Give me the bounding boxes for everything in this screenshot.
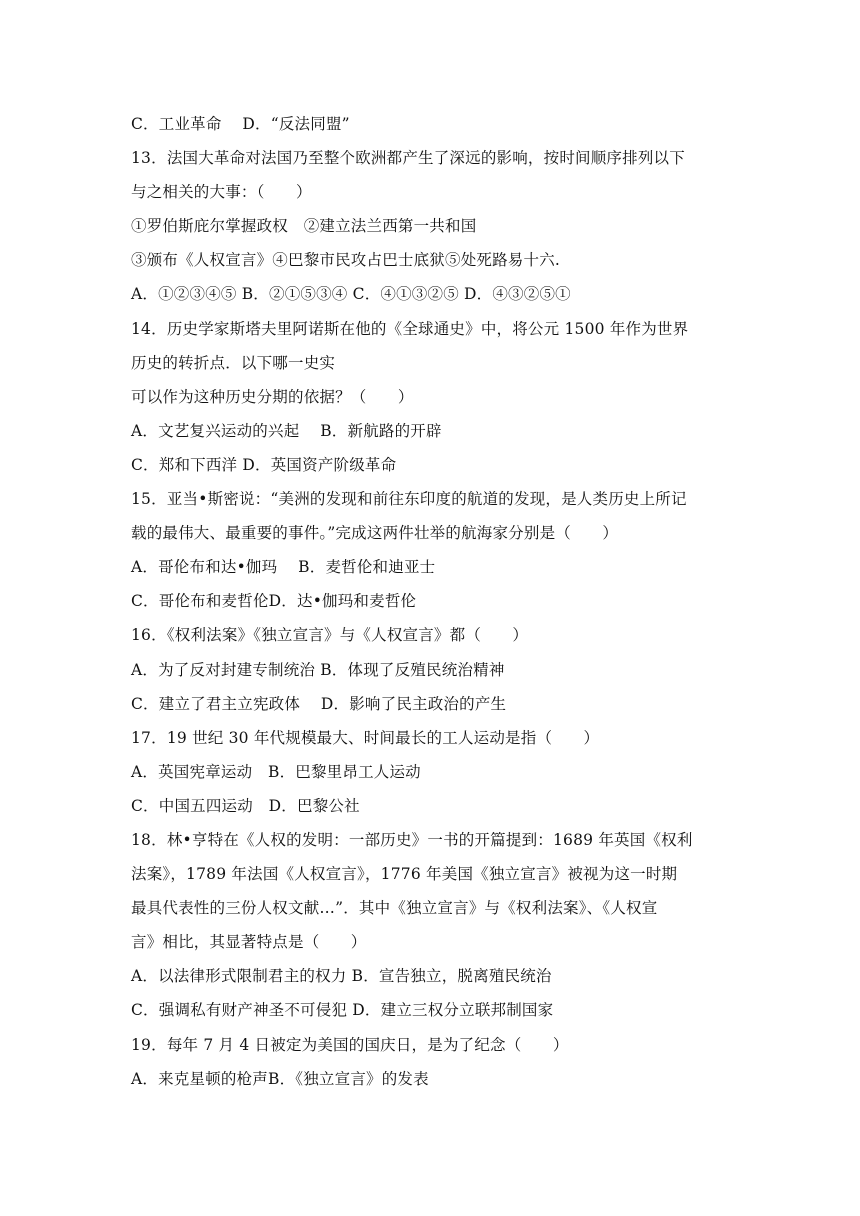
text-line: 与之相关的大事：（ ） <box>131 183 312 202</box>
text-line: A．为了反对封建专制统治 B．体现了反殖民统治精神 <box>131 660 505 679</box>
text-line: 最具代表性的三份人权文献…”．其中《独立宣言》与《权利法案》、《人权宣 <box>131 899 658 918</box>
text-line: A．英国宪章运动 B．巴黎里昂工人运动 <box>131 762 421 781</box>
text-line: C．建立了君主立宪政体 D．影响了民主政治的产生 <box>131 694 507 713</box>
text-line: ①罗伯斯庇尔掌握政权 ②建立法兰西第一共和国 <box>131 217 477 236</box>
text-line: 13．法国大革命对法国乃至整个欧洲都产生了深远的影响，按时间顺序排列以下 <box>131 149 685 168</box>
text-line: 18．林•亨特在《人权的发明：一部历史》一书的开篇提到：1689 年英国《权利 <box>131 830 693 849</box>
text-line: 历史的转折点．以下哪一史实 <box>131 353 336 372</box>
text-line: C．中国五四运动 D．巴黎公社 <box>131 796 360 815</box>
text-line: C．郑和下西洋 D．英国资产阶级革命 <box>131 455 397 474</box>
text-line: A．以法律形式限制君主的权力 B．宣告独立，脱离殖民统治 <box>131 967 552 986</box>
text-line: C．哥伦布和麦哲伦D．达•伽玛和麦哲伦 <box>131 592 417 611</box>
text-line: 法案》，1789 年法国《人权宣言》，1776 年美国《独立宣言》被视为这一时期 <box>131 865 678 884</box>
question-text-block <box>131 107 731 1096</box>
text-line: A．文艺复兴运动的兴起 B．新航路的开辟 <box>131 421 442 440</box>
text-line: C．强调私有财产神圣不可侵犯 D．建立三权分立联邦制国家 <box>131 1001 554 1020</box>
text-line: 17．19 世纪 30 年代规模最大、时间最长的工人运动是指（ ） <box>131 728 600 747</box>
text-line: A．来克星顿的枪声B．《独立宣言》的发表 <box>131 1069 429 1088</box>
text-line: 16．《权利法案》《独立宣言》与《人权宣言》都（ ） <box>131 626 529 645</box>
text-line: 15．亚当•斯密说：“美洲的发现和前往东印度的航道的发现，是人类历史上所记 <box>131 490 687 509</box>
text-line: ③颁布《人权宣言》④巴黎市民攻占巴士底狱⑤处死路易十六. <box>131 251 561 270</box>
text-line: A．哥伦布和达•伽玛 B．麦哲伦和迪亚士 <box>131 558 436 577</box>
text-line: A．①②③④⑤ B．②①⑤③④ C．④①③②⑤ D．④③②⑤① <box>131 285 571 304</box>
text-line: C．工业革命 D．“反法同盟” <box>131 115 350 133</box>
text-line: 19．每年 7 月 4 日被定为美国的国庆日，是为了纪念（ ） <box>131 1035 569 1054</box>
text-line: 14．历史学家斯塔夫里阿诺斯在他的《全球通史》中，将公元 1500 年作为世界 <box>131 319 689 338</box>
text-line: 载的最伟大、最重要的事件。”完成这两件壮举的航海家分别是（ ） <box>131 524 619 543</box>
text-line: 言》相比，其显著特点是（ ） <box>131 933 367 952</box>
text-line: 可以作为这种历史分期的依据？（ ） <box>131 387 414 406</box>
